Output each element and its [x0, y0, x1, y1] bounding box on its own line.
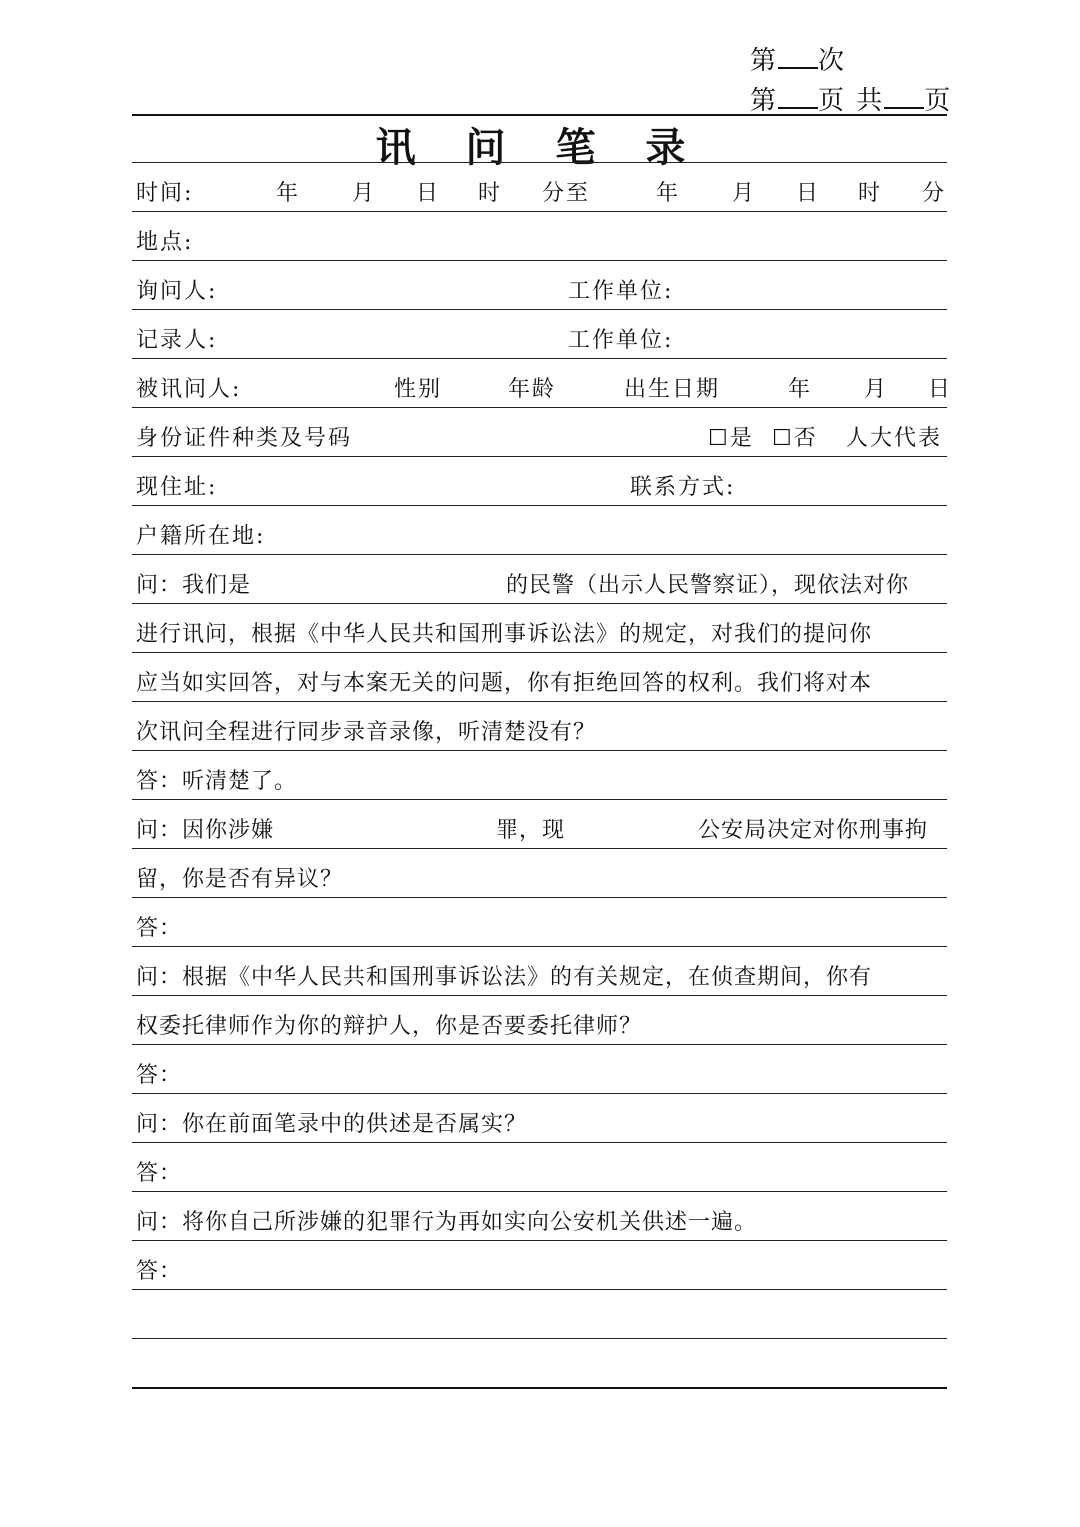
page-total-blank[interactable] — [884, 87, 924, 109]
recorder-label: 记录人: — [136, 328, 218, 353]
suspect-birth-day: 日 — [928, 377, 953, 402]
npc-no-checkbox[interactable]: ☐否 — [772, 426, 818, 451]
rule-location — [132, 260, 947, 261]
rule-a3 — [132, 1093, 947, 1094]
q1-line2: 进行讯问，根据《中华人民共和国刑事诉讼法》的规定，对我们的提问你 — [136, 622, 873, 647]
rule-time — [132, 211, 947, 212]
recorder-row[interactable] — [132, 323, 947, 357]
session-suffix: 次 — [818, 46, 847, 76]
page-number-blank[interactable] — [778, 87, 818, 109]
interrogator-row[interactable] — [132, 274, 947, 308]
suspect-row[interactable] — [132, 372, 953, 406]
suspect-birth-month: 月 — [864, 377, 889, 402]
time-day-2: 日 — [796, 181, 821, 206]
address-row[interactable] — [132, 470, 947, 504]
npc-yes-checkbox[interactable]: ☐是 — [708, 426, 754, 451]
bottom-rule — [132, 1387, 947, 1389]
q1-line3: 应当如实回答，对与本案无关的问题，你有拒绝回答的权利。我们将对本 — [136, 671, 873, 696]
page-counter — [750, 80, 952, 117]
q2-part-c: 公安局决定对你刑事拘 — [698, 818, 929, 843]
rule-q1-4 — [132, 750, 947, 751]
rule-blank-1 — [132, 1338, 947, 1339]
q4-line: 问：你在前面笔录中的供述是否属实？ — [136, 1112, 528, 1137]
rule-q2-2 — [132, 897, 947, 898]
q2-part-a: 问：因你涉嫌 — [136, 818, 275, 843]
location-label: 地点: — [136, 230, 194, 255]
rule-interrogator — [132, 309, 947, 310]
id-label: 身份证件种类及号码 — [136, 426, 353, 451]
a3-line[interactable]: 答： — [136, 1063, 183, 1088]
suspect-age-label: 年龄 — [508, 377, 557, 402]
session-prefix: 第 — [750, 46, 779, 76]
q2-part-b: 罪，现 — [496, 818, 566, 843]
household-row[interactable] — [132, 519, 947, 553]
interrogator-unit-label: 工作单位: — [568, 279, 674, 304]
q1-part-b: 的民警（出示人民警察证），现依法对你 — [506, 573, 910, 598]
interrogator-label: 询问人: — [136, 279, 218, 304]
time-year-1: 年 — [276, 181, 301, 206]
time-label: 时间: — [136, 181, 194, 206]
page-suffix: 页 — [924, 86, 953, 116]
time-month-2: 月 — [732, 181, 757, 206]
time-minute-2: 分 — [922, 181, 947, 206]
time-minute-1: 分至 — [542, 181, 591, 206]
address-label: 现住址: — [136, 475, 218, 500]
rule-q1-1 — [132, 603, 947, 604]
suspect-gender-label: 性别 — [394, 377, 443, 402]
rule-q3-2 — [132, 1044, 947, 1045]
q1-line4: 次讯问全程进行同步录音录像，听清楚没有？ — [136, 720, 597, 745]
time-hour-2: 时 — [858, 181, 883, 206]
time-hour-1: 时 — [478, 181, 503, 206]
suspect-label: 被讯问人: — [136, 377, 242, 402]
rule-q5 — [132, 1240, 947, 1241]
q3-line2: 权委托律师作为你的辩护人，你是否要委托律师？ — [136, 1014, 643, 1039]
q5-line: 问：将你自己所涉嫌的犯罪行为再如实向公安机关供述一遍。 — [136, 1210, 758, 1235]
page-mid: 页 共 — [818, 86, 885, 116]
location-row[interactable] — [132, 225, 947, 259]
suspect-birth-year: 年 — [788, 377, 813, 402]
rule-a2 — [132, 946, 947, 947]
session-counter — [750, 40, 846, 77]
rule-q2-1 — [132, 848, 947, 849]
contact-label: 联系方式: — [630, 475, 736, 500]
household-label: 户籍所在地: — [136, 524, 266, 549]
time-day-1: 日 — [416, 181, 441, 206]
time-month-1: 月 — [352, 181, 377, 206]
rule-address — [132, 505, 947, 506]
session-number-blank[interactable] — [778, 47, 818, 69]
recorder-unit-label: 工作单位: — [568, 328, 674, 353]
id-row — [132, 421, 947, 455]
rule-q1-2 — [132, 652, 947, 653]
suspect-birth-label: 出生日期 — [624, 377, 721, 402]
page-prefix: 第 — [750, 86, 779, 116]
rule-a1 — [132, 799, 947, 800]
rule-household — [132, 554, 947, 555]
rule-a4 — [132, 1191, 947, 1192]
rule-q4 — [132, 1142, 947, 1143]
rule-id — [132, 456, 947, 457]
npc-label: 人大代表 — [846, 426, 943, 451]
q1-part-a: 问：我们是 — [136, 573, 252, 598]
rule-q3-1 — [132, 995, 947, 996]
time-row — [132, 176, 947, 210]
rule-recorder — [132, 358, 947, 359]
a1-line: 答：听清楚了。 — [136, 769, 298, 794]
a5-line[interactable]: 答： — [136, 1259, 183, 1284]
a2-line[interactable]: 答： — [136, 916, 183, 941]
page-title: 讯 问 笔 录 — [375, 124, 704, 171]
rule-title — [132, 162, 947, 163]
time-year-2: 年 — [656, 181, 681, 206]
a4-line[interactable]: 答： — [136, 1161, 183, 1186]
q3-line1: 问：根据《中华人民共和国刑事诉讼法》的有关规定，在侦查期间，你有 — [136, 965, 873, 990]
rule-suspect — [132, 407, 947, 408]
rule-q1-3 — [132, 701, 947, 702]
q2-line2: 留，你是否有异议？ — [136, 867, 344, 892]
rule-a5 — [132, 1289, 947, 1290]
